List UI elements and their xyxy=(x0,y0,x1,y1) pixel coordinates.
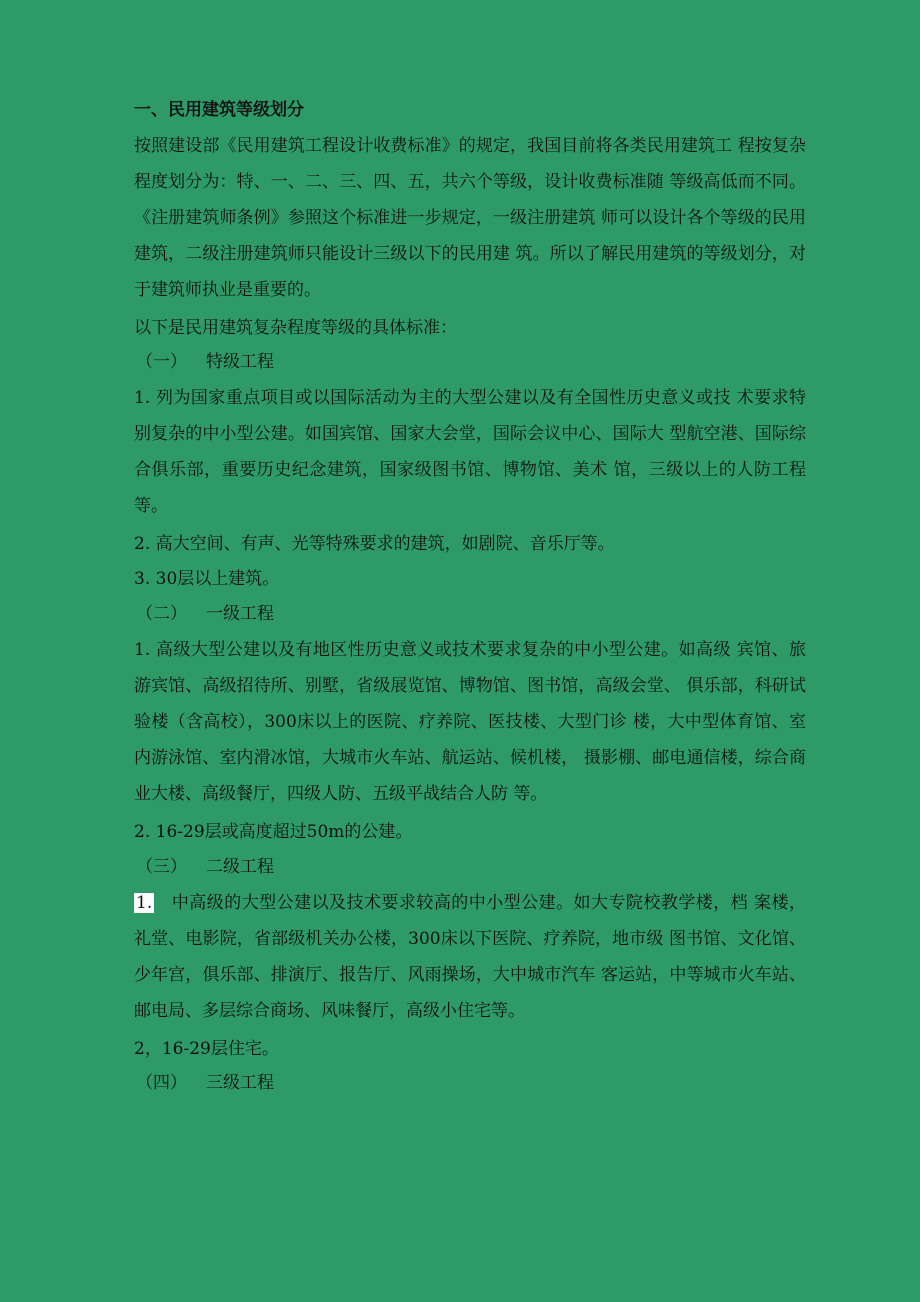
grade1-item-1: 1. 高级大型公建以及有地区性历史意义或技术要求复杂的中小型公建。如高级 宾馆、旅游宾馆、高级招待所、别墅，省级展览馆、博物馆、图书馆，高级会堂、 俱乐部，科研试验楼（含高校），300床以上的医院、疗养院、医技楼、大型门诊 楼，大中型体育馆、室内游泳馆、室内滑冰馆，大城市火车站、航运站、候机楼， 摄影棚、邮电通信楼，综合商业大楼、高级餐厅，四级人防、五级平战结合人防 等。 xyxy=(134,640,806,804)
special-item-3: 3. 30层以上建筑。 xyxy=(134,569,280,589)
intro-paragraph: 按照建设部《民用建筑工程设计收费标准》的规定，我国目前将各类民用建筑工 程按复杂程度划分为：特、一、二、三、四、五，共六个等级，设计收费标准随 等级高低而不同。《注册建筑师条例》参照这个标准进一步规定，一级注册建筑 师可以设计各个等级的民用建筑，二级注册建筑师只能设计三级以下的民用建 筑。所以了解民用建筑的等级划分，对于建筑师执业是重要的。 xyxy=(134,136,806,300)
subsection-title: 二级工程 xyxy=(206,857,274,877)
special-item-1: 1. 列为国家重点项目或以国际活动为主的大型公建以及有全国性历史意义或技 术要求特别复杂的中小型公建。如国宾馆、国家大会堂，国际会议中心、国际大 型航空港、国际综合俱乐部，重要历史纪念建筑，国家级图书馆、博物馆、美术 馆，三级以上的人防工程等。 xyxy=(134,388,806,516)
subsection-number: （二） xyxy=(136,604,187,624)
lead-text: 以下是民用建筑复杂程度等级的具体标准： xyxy=(134,318,457,338)
subsection-heading-special xyxy=(136,350,808,374)
subsection-number: （一） xyxy=(136,352,187,372)
grade1-item-2: 2. 16-29层或高度超过50m的公建。 xyxy=(134,822,413,842)
subsection-number: （四） xyxy=(136,1073,187,1093)
highlighted-number: 1. xyxy=(136,893,153,913)
subsection-heading-grade2 xyxy=(136,855,808,879)
subsection-number: （三） xyxy=(136,857,187,877)
grade2-item-1-text: 中高级的大型公建以及技术要求较高的中小型公建。如大专院校教学楼，档 案楼， 礼堂、电影院，省部级机关办公楼，300床以下医院、疗养院，地市级 图书馆、文化馆、少年宫，俱乐部、排演厅、报告厅、风雨操场，大中城市汽车 客运站，中等城市火车站、邮电局、多层综合商场、风味餐厅，高级小住宅等。 xyxy=(134,893,806,1021)
section-heading: 一、民用建筑等级划分 xyxy=(134,100,304,120)
grade2-item-2: 2，16-29层住宅。 xyxy=(134,1039,279,1059)
subsection-title: 一级工程 xyxy=(206,604,274,624)
subsection-heading-grade3 xyxy=(136,1071,808,1095)
grade2-item-1 xyxy=(134,885,806,1029)
subsection-title: 三级工程 xyxy=(206,1073,274,1093)
special-item-2: 2. 高大空间、有声、光等特殊要求的建筑，如剧院、音乐厅等。 xyxy=(134,534,615,554)
subsection-title: 特级工程 xyxy=(206,352,274,372)
subsection-heading-grade1 xyxy=(136,602,808,626)
